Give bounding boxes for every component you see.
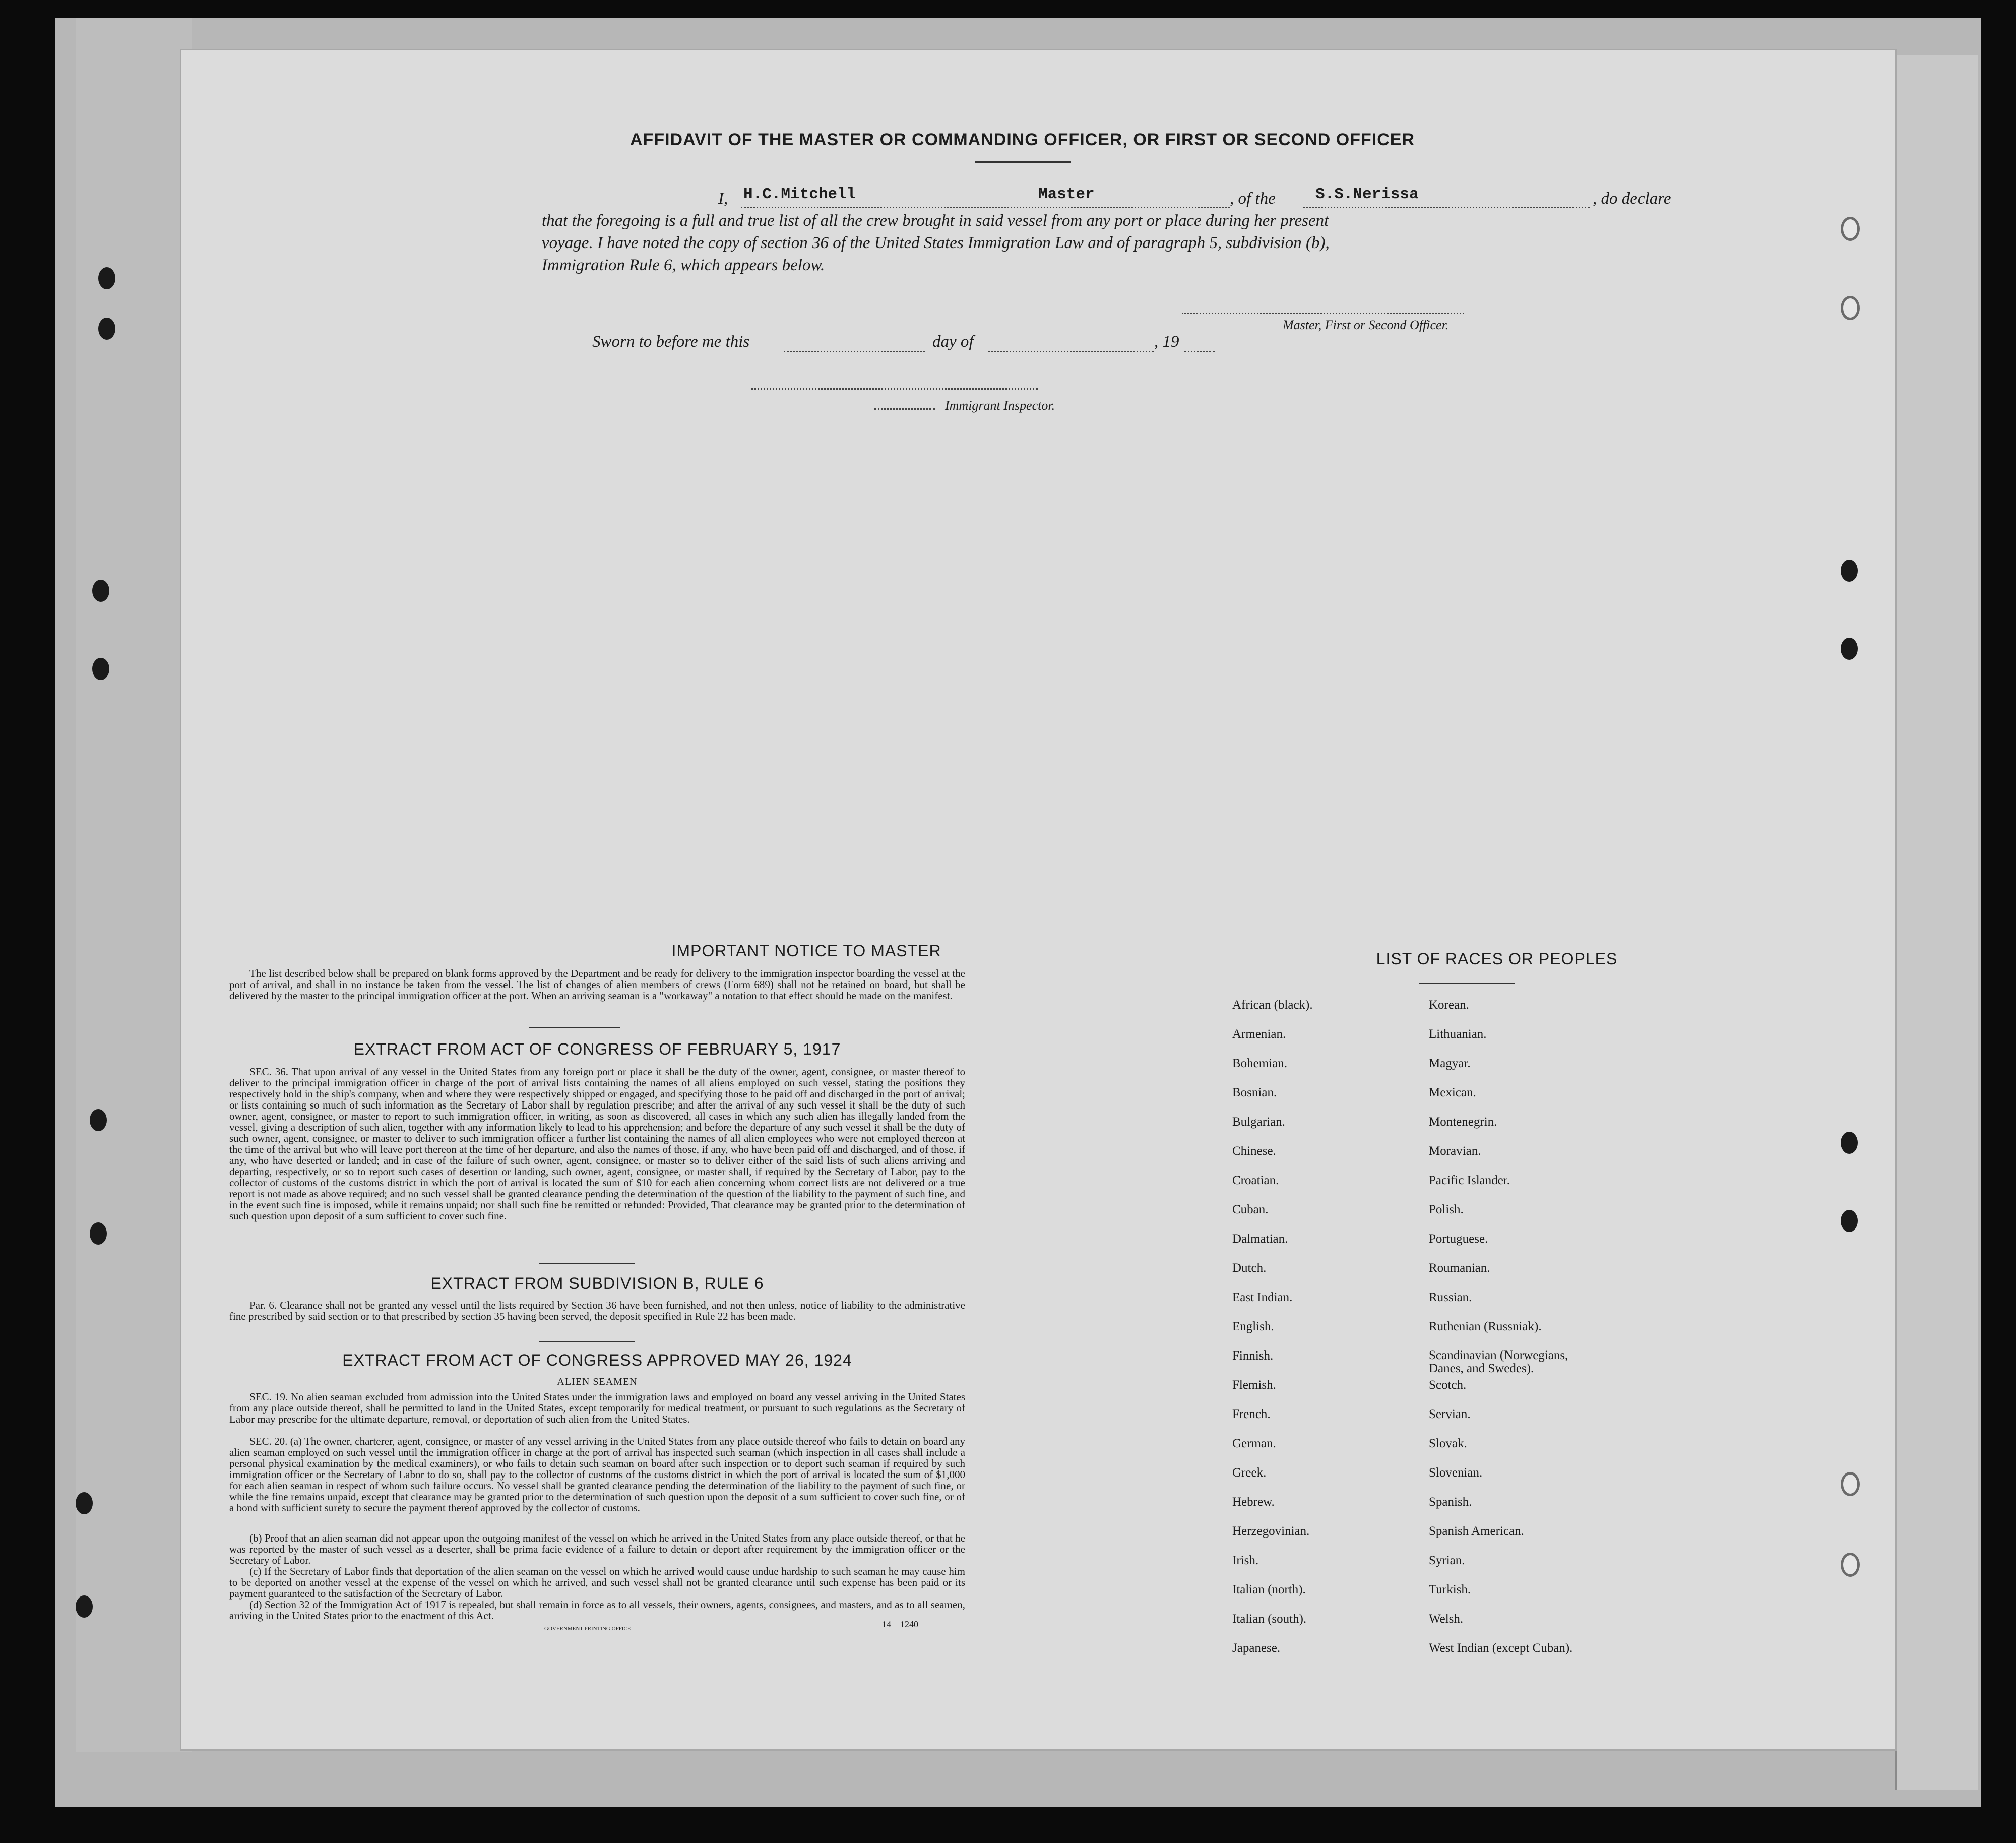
binder-hole bbox=[1841, 560, 1858, 582]
race-item: English. bbox=[1232, 1320, 1274, 1333]
race-item: Bohemian. bbox=[1232, 1057, 1288, 1070]
divider bbox=[1419, 983, 1515, 984]
race-item: Roumanian. bbox=[1429, 1261, 1490, 1275]
race-item: Korean. bbox=[1429, 998, 1469, 1012]
race-item: Armenian. bbox=[1232, 1027, 1286, 1041]
binder-hole bbox=[76, 1595, 93, 1618]
rule-6-text: Par. 6. Clearance shall not be granted any vessel until the lists required by Section 36 have been furnished, and not then unless, notice of liability to the administrative fine prescribed by said section or to that prescribed by section 35 having been served, the deposit specified in Rule 22 has been made. bbox=[229, 1299, 965, 1322]
race-item: Welsh. bbox=[1429, 1612, 1464, 1626]
affidavit-i: I, bbox=[718, 190, 728, 208]
fill-line bbox=[784, 351, 925, 352]
race-item: Scandinavian (Norwegians, Danes, and Swedes). bbox=[1429, 1348, 1568, 1375]
race-item: Dalmatian. bbox=[1232, 1232, 1288, 1246]
race-item: Italian (north). bbox=[1232, 1583, 1306, 1596]
divider bbox=[539, 1341, 635, 1342]
of-the-label: , of the bbox=[1230, 190, 1276, 208]
race-item: East Indian. bbox=[1232, 1291, 1293, 1304]
race-item: Spanish. bbox=[1429, 1495, 1472, 1509]
race-item: Chinese. bbox=[1232, 1144, 1276, 1158]
race-item: Cuban. bbox=[1232, 1203, 1269, 1216]
extract-1917-title: EXTRACT FROM ACT OF CONGRESS OF FEBRUARY 5, 1917 bbox=[353, 1040, 841, 1058]
race-item: Syrian. bbox=[1429, 1554, 1465, 1567]
affidavit-heading: AFFIDAVIT OF THE MASTER OR COMMANDING OFFICER, OR FIRST OR SECOND OFFICER bbox=[630, 130, 1415, 149]
race-item: Dutch. bbox=[1232, 1261, 1267, 1275]
race-item: Italian (south). bbox=[1232, 1612, 1307, 1626]
race-item: Irish. bbox=[1232, 1554, 1259, 1567]
left-binding-strip bbox=[76, 18, 192, 1752]
binder-hole bbox=[1841, 1553, 1860, 1577]
notice-title: IMPORTANT NOTICE TO MASTER bbox=[671, 942, 941, 960]
race-item: Russian. bbox=[1429, 1291, 1472, 1304]
fill-line bbox=[751, 388, 1038, 390]
form-number: 14—1240 bbox=[882, 1619, 918, 1629]
binder-hole bbox=[1841, 1472, 1860, 1496]
divider bbox=[539, 1263, 635, 1264]
fill-line bbox=[1184, 351, 1215, 352]
race-item: German. bbox=[1232, 1437, 1276, 1450]
race-item: Turkish. bbox=[1429, 1583, 1471, 1596]
race-item: West Indian (except Cuban). bbox=[1429, 1641, 1573, 1655]
fill-line bbox=[1303, 207, 1590, 208]
printer-note: GOVERNMENT PRINTING OFFICE bbox=[544, 1626, 631, 1632]
race-item: Lithuanian. bbox=[1429, 1027, 1487, 1041]
divider bbox=[529, 1027, 620, 1028]
race-item: Greek. bbox=[1232, 1466, 1267, 1480]
race-item: Hebrew. bbox=[1232, 1495, 1275, 1509]
master-rank: Master bbox=[1038, 186, 1095, 203]
binder-hole bbox=[90, 1109, 107, 1131]
divider bbox=[975, 161, 1071, 163]
alien-seamen-subtitle: ALIEN SEAMEN bbox=[557, 1376, 638, 1387]
binder-hole bbox=[1841, 296, 1860, 320]
race-item: Portuguese. bbox=[1429, 1232, 1488, 1246]
rule-6-title: EXTRACT FROM SUBDIVISION B, RULE 6 bbox=[430, 1274, 764, 1293]
extract-1917-text: SEC. 36. That upon arrival of any vessel in the United States from any foreign port or place it shall be the duty of the owner, agent, consignee, or master thereof to deliver to the principal immigration officer in charge of the port of arrival lists containing the names of all aliens employed on such vessel, stating the positions they respectively hold in the ship's company, when and where they were respectively shipped or engaged, and specifying those to be paid off and discharged in the port of arrival; or lists containing so much of such information as the Secretary of Labor shall by regulation prescribe; and after the arrival of any such vessel it shall be the duty of such owner, agent, consignee, or master to report to such immigration officer, in writing, as soon as discovered, all cases in which any such alien has illegally landed from the vessel, giving a description of such alien, together with any information likely to lead to his apprehension; and before the departure of any such vessel it shall be the duty of such owner, agent, consignee, or master to deliver to such immigration officer a further list containing the names of all alien employees who were not employed thereon at the time of the arrival but who will leave port thereon at the time of her departure, and also the names of those, if any, who have been paid off and discharged, and of those, if any, who have deserted or landed; and in case of the failure of such owner, agent, consignee, or master so to deliver either of the said lists of such aliens arriving and departing, respectively, or so to report such cases of desertion or landing, such owner, agent, consignee, or master shall, if required by the Secretary of Labor, pay to the collector of customs of the customs district in which the port of arrival is located the sum of $10 for each alien concerning whom correct lists are not delivered or a true report is not made as above required; and no such vessel shall be granted clearance pending the determination of the question of the liability to the payment of such fine, and in the event such fine is imposed, while it remains unpaid; nor shall such fine be remitted or refunded: Provided, That clearance may be granted prior to the determination of such question upon deposit of a sum sufficient to cover such fine. bbox=[229, 1066, 965, 1222]
binder-hole bbox=[90, 1222, 107, 1245]
extract-1924-p5: (d) Section 32 of the Immigration Act of 1917 is repealed, but shall remain in force as to all vessels, their owners, agents, consignees, and masters, and as to all seamen, arriving in the United States prior to the enactment of this Act. bbox=[229, 1599, 965, 1622]
extract-1924-title: EXTRACT FROM ACT OF CONGRESS APPROVED MAY 26, 1924 bbox=[342, 1351, 852, 1369]
extract-1924-p1: SEC. 19. No alien seaman excluded from admission into the United States under the immigration laws and employed on board any vessel arriving in the United States from any place outside thereof, shall be permitted to land in the United States, except temporarily for medical treatment, or pursuant to such regulations as the Secretary of Labor may prescribe for the ultimate departure, removal, or deportation of such alien from the United States. bbox=[229, 1391, 965, 1425]
fill-line bbox=[874, 408, 935, 410]
sworn-label: Sworn to before me this bbox=[592, 333, 750, 351]
right-edge-sheet bbox=[1895, 55, 1978, 1790]
day-of-label: day of bbox=[932, 333, 974, 351]
race-item: Bosnian. bbox=[1232, 1086, 1277, 1099]
race-item: Finnish. bbox=[1232, 1349, 1274, 1363]
race-item: Bulgarian. bbox=[1232, 1115, 1285, 1129]
race-item: Scotch. bbox=[1429, 1378, 1467, 1392]
race-item: Flemish. bbox=[1232, 1378, 1276, 1392]
fill-line bbox=[988, 351, 1154, 352]
race-item: Slovak. bbox=[1429, 1437, 1467, 1450]
extract-1924-p4: (c) If the Secretary of Labor finds that deportation of the alien seaman on the vessel on which he arrived would cause undue hardship to such seaman he may cause him to be deported on another vessel at the expense of the vessel on which he arrived, and such vessel shall not be granted clearance until such expense has been paid or its payment guaranteed to the satisfaction of the Secretary of Labor. bbox=[229, 1565, 965, 1600]
binder-hole bbox=[92, 580, 109, 602]
race-item: Japanese. bbox=[1232, 1641, 1281, 1655]
year-label: , 19 bbox=[1154, 333, 1179, 351]
signature-line bbox=[1182, 313, 1464, 314]
races-title: LIST OF RACES OR PEOPLES bbox=[1376, 950, 1618, 968]
affidavit-line-3: voyage. I have noted the copy of section 36 of the United States Immigration Law and of paragraph 5, subdivision (b), bbox=[542, 234, 1330, 252]
binder-hole bbox=[98, 318, 115, 340]
extract-1924-p2: SEC. 20. (a) The owner, charterer, agent, consignee, or master of any vessel arriving in the United States from any place outside thereof who fails to detain on board any alien seaman employed on such vessel until the immigration officer in charge at the port of arrival has inspected such seaman (which inspection in all cases shall include a personal physical examination by the medical examiners), or who fails to detain such seaman on board after such inspection or to deport such seaman if required by such immigration officer or the Secretary of Labor to do so, shall pay to the collector of customs of the customs district in which the port of arrival is located the sum of $1,000 for each alien seaman in respect of whom such failure occurs. No vessel shall be granted clearance pending the determination of the liability to the payment of such fine, or while the fine remains unpaid, except that clearance may be granted prior to the determination of such question upon the deposit of a sum sufficient to cover such fine, or of a bond with sufficient surety to secure the payment thereof approved by the collector of customs. bbox=[229, 1435, 965, 1514]
binder-hole bbox=[92, 658, 109, 680]
binder-hole bbox=[1841, 1210, 1858, 1232]
binder-hole bbox=[76, 1492, 93, 1514]
race-item: Pacific Islander. bbox=[1429, 1174, 1510, 1187]
race-item: Magyar. bbox=[1429, 1057, 1471, 1070]
form-sheet bbox=[181, 50, 1895, 1749]
extract-1924-p3: (b) Proof that an alien seaman did not appear upon the outgoing manifest of the vessel on which he arrived in the United States from any place outside thereof, or that he was reported by the master of such vessel as a deserter, shall be prima facie evidence of a failure to detain or deport after requirement by the immigration officer or the Secretary of Labor. bbox=[229, 1532, 965, 1566]
notice-text: The list described below shall be prepared on blank forms approved by the Department and be ready for delivery to the immigration inspector boarding the vessel at the port of arrival, and shall in no instance be taken from the vessel. The list of changes of alien members of crews (Form 689) shall not be retained on board, but shall be delivered by the master to the principal immigration officer at the port. When an arriving seaman is a "workaway" a notation to that effect should be made on the manifest. bbox=[229, 967, 965, 1002]
affidavit-line-4: Immigration Rule 6, which appears below. bbox=[542, 256, 825, 274]
inspector-caption: Immigrant Inspector. bbox=[945, 398, 1055, 413]
vessel-name: S.S.Nerissa bbox=[1315, 186, 1419, 203]
do-declare-label: , do declare bbox=[1593, 190, 1671, 208]
race-item: Ruthenian (Russniak). bbox=[1429, 1320, 1542, 1333]
race-item: Montenegrin. bbox=[1429, 1115, 1497, 1129]
race-item: Polish. bbox=[1429, 1203, 1464, 1216]
race-item: Servian. bbox=[1429, 1407, 1471, 1421]
binder-hole bbox=[1841, 638, 1858, 660]
affidavit-line-2: that the foregoing is a full and true list of all the crew brought in said vessel from any port or place during her present bbox=[542, 212, 1329, 230]
race-item: Slovenian. bbox=[1429, 1466, 1483, 1480]
race-item: African (black). bbox=[1232, 998, 1313, 1012]
master-name: H.C.Mitchell bbox=[743, 186, 856, 203]
binder-hole bbox=[1841, 1132, 1858, 1154]
race-item: Mexican. bbox=[1429, 1086, 1476, 1099]
race-item: Spanish American. bbox=[1429, 1524, 1524, 1538]
signature-caption: Master, First or Second Officer. bbox=[1283, 318, 1449, 332]
race-item: French. bbox=[1232, 1407, 1271, 1421]
fill-line bbox=[741, 207, 1230, 208]
binder-hole bbox=[98, 267, 115, 289]
race-item: Herzegovinian. bbox=[1232, 1524, 1310, 1538]
race-item: Croatian. bbox=[1232, 1174, 1279, 1187]
binder-hole bbox=[1841, 217, 1860, 241]
race-item: Moravian. bbox=[1429, 1144, 1481, 1158]
